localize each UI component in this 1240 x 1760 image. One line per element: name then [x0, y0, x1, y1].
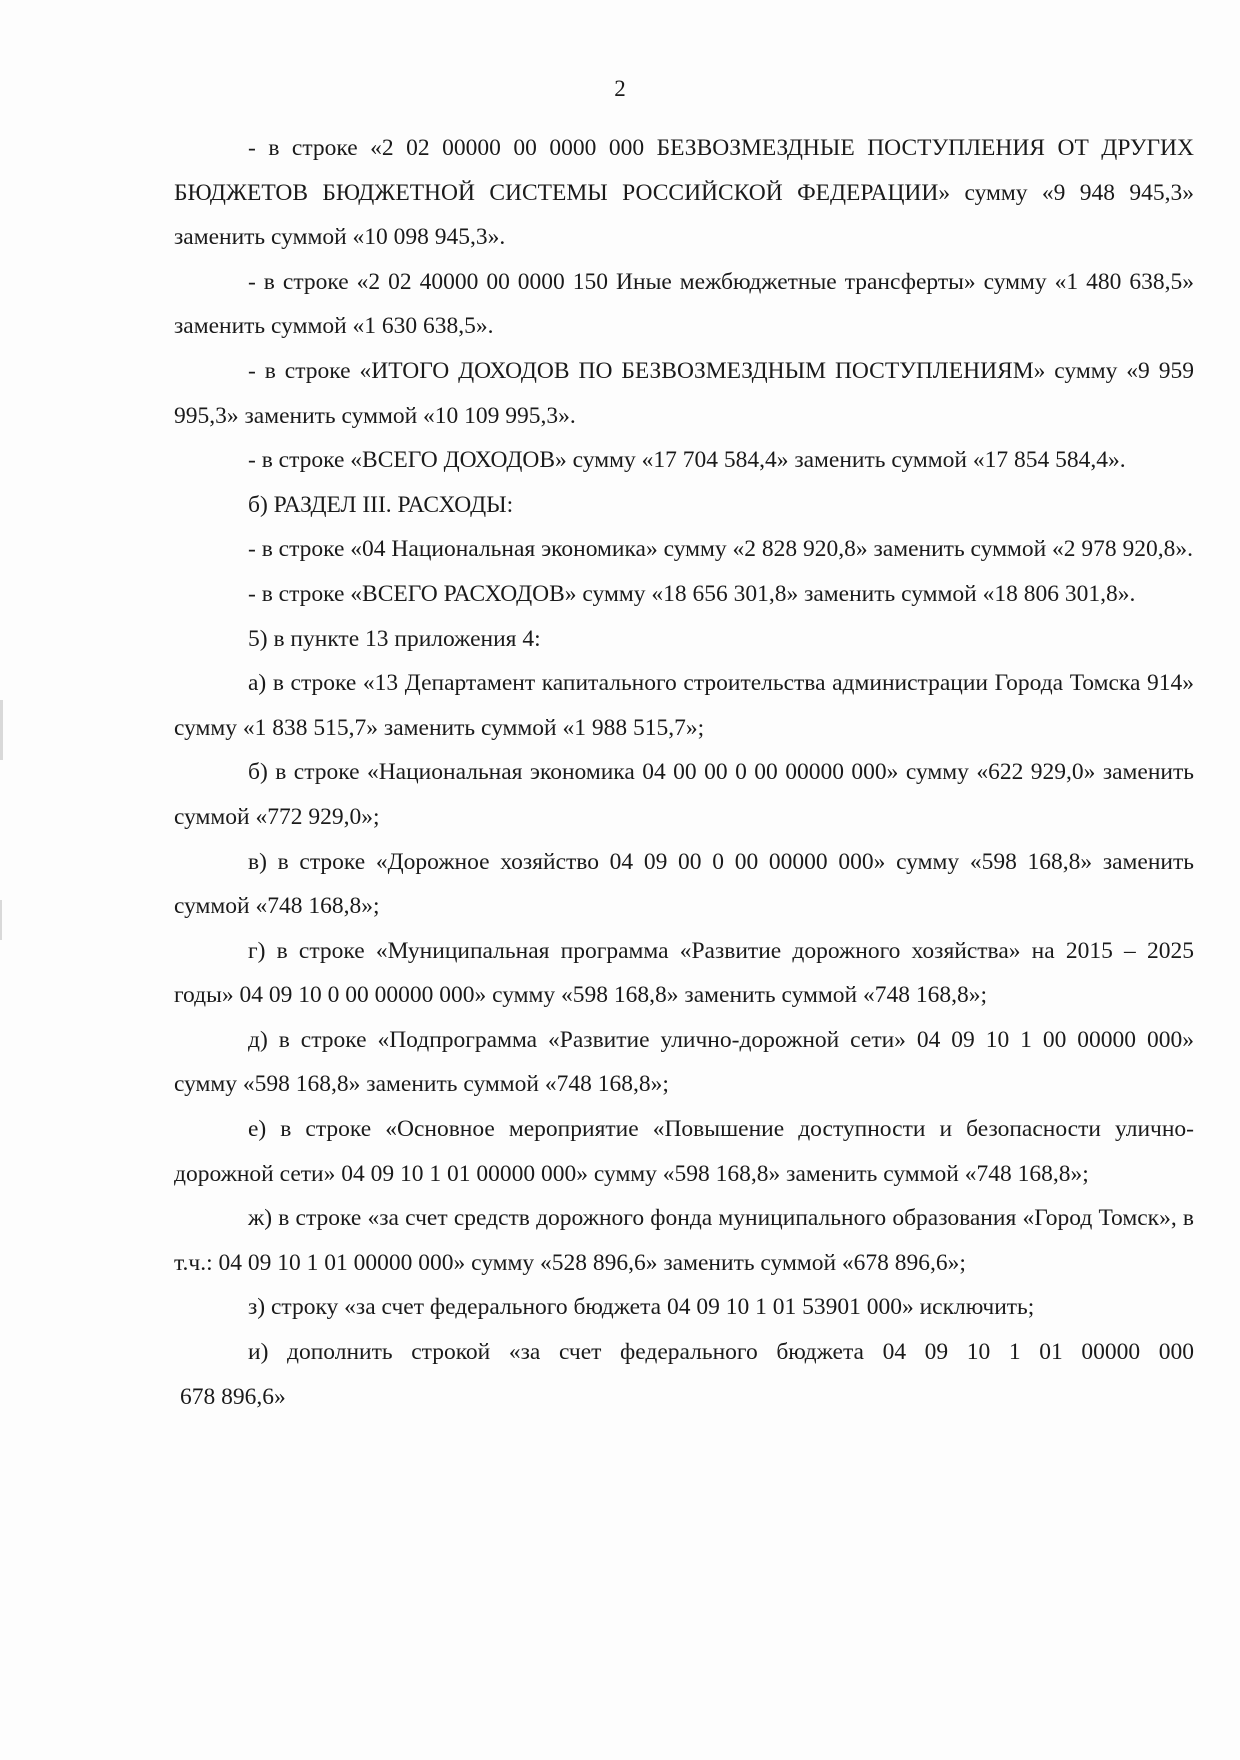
subitem-a-construction-department: а) в строке «13 Департамент капитального строительства администрации Города Томска 914» сумму «1 838 515,7» заменить суммой «1 988 515,7»; — [174, 670, 1194, 741]
item-appendix-4-point-13: 5) в пункте 13 приложения 4: — [248, 625, 541, 652]
subitem-v-road-economy: в) в строке «Дорожное хозяйство 04 09 00 0 00 00000 000» сумму «598 168,8» заменить суммой «748 168,8»; — [174, 848, 1194, 920]
subitem-b-national-economy: б) в строке «Национальная экономика 04 00 00 0 00 00000 000» сумму «622 929,0» заменить суммой «772 929,0»; — [174, 759, 1194, 830]
scan-speck — [0, 700, 3, 760]
scan-speck — [0, 900, 2, 940]
document-body — [174, 126, 1194, 1419]
paragraph-total-expenses: - в строке «ВСЕГО РАСХОДОВ» сумму «18 656 301,8» заменить суммой «18 806 301,8». — [248, 580, 1136, 607]
paragraph-national-economy: - в строке «04 Национальная экономика» сумму «2 828 920,8» заменить суммой «2 978 920,8». — [248, 536, 1194, 563]
subitem-d-subprogram: д) в строке «Подпрограмма «Развитие улично-дорожной сети» 04 09 10 1 00 00000 000» сумму «598 168,8» заменить суммой «748 168,8»; — [174, 1026, 1194, 1098]
paragraph-total-gratuitous-receipts: - в строке «ИТОГО ДОХОДОВ ПО БЕЗВОЗМЕЗДНЫМ ПОСТУПЛЕНИЯМ» сумму «9 959 995,3» заменить суммой «10 109 995,3». — [174, 357, 1194, 429]
subitem-g-municipal-program: г) в строке «Муниципальная программа «Развитие дорожного хозяйства» на 2015 – 2025 годы» 04 09 10 0 00 00000 000» сумму «598 168,8» заменить суммой «748 168,8»; — [174, 937, 1194, 1009]
paragraph-revenue-gratuitous-receipts: - в строке «2 02 00000 00 0000 000 БЕЗВОЗМЕЗДНЫЕ ПОСТУПЛЕНИЯ ОТ ДРУГИХ БЮДЖЕТОВ БЮДЖЕТНОЙ СИСТЕМЫ РОССИЙСКОЙ ФЕДЕРАЦИИ» сумму «9 948 945,3» заменить суммой «10 098 945,3». — [174, 135, 1194, 251]
subitem-z-exclude-line: з) строку «за счет федерального бюджета 04 09 10 1 01 53901 000» исключить; — [248, 1294, 1035, 1321]
subitem-e-main-activity: е) в строке «Основное мероприятие «Повышение доступности и безопасности улично-дорожной сети» 04 09 10 1 01 00000 000» сумму «598 168,8» заменить суммой «748 168,8»; — [174, 1116, 1194, 1187]
subitem-i-amount: 678 896,6» — [180, 1383, 286, 1410]
paragraph-total-revenue: - в строке «ВСЕГО ДОХОДОВ» сумму «17 704 584,4» заменить суммой «17 854 584,4». — [248, 447, 1126, 474]
subitem-zh-road-fund: ж) в строке «за счет средств дорожного фонда муниципального образования «Город Томск», в т.ч.: 04 09 10 1 01 00000 000» сумму «528 896,6» заменить суммой «678 896,6»; — [174, 1205, 1194, 1276]
section-heading-expenses: б) РАЗДЕЛ III. РАСХОДЫ: — [248, 491, 514, 518]
page-number: 2 — [614, 76, 626, 101]
paragraph-interbudget-transfers: - в строке «2 02 40000 00 0000 150 Иные межбюджетные трансферты» сумму «1 480 638,5» заменить суммой «1 630 638,5». — [174, 268, 1194, 340]
subitem-i-add-line: и) дополнить строкой «за счет федерального бюджета 04 09 10 1 01 00000 000 — [248, 1339, 1194, 1366]
